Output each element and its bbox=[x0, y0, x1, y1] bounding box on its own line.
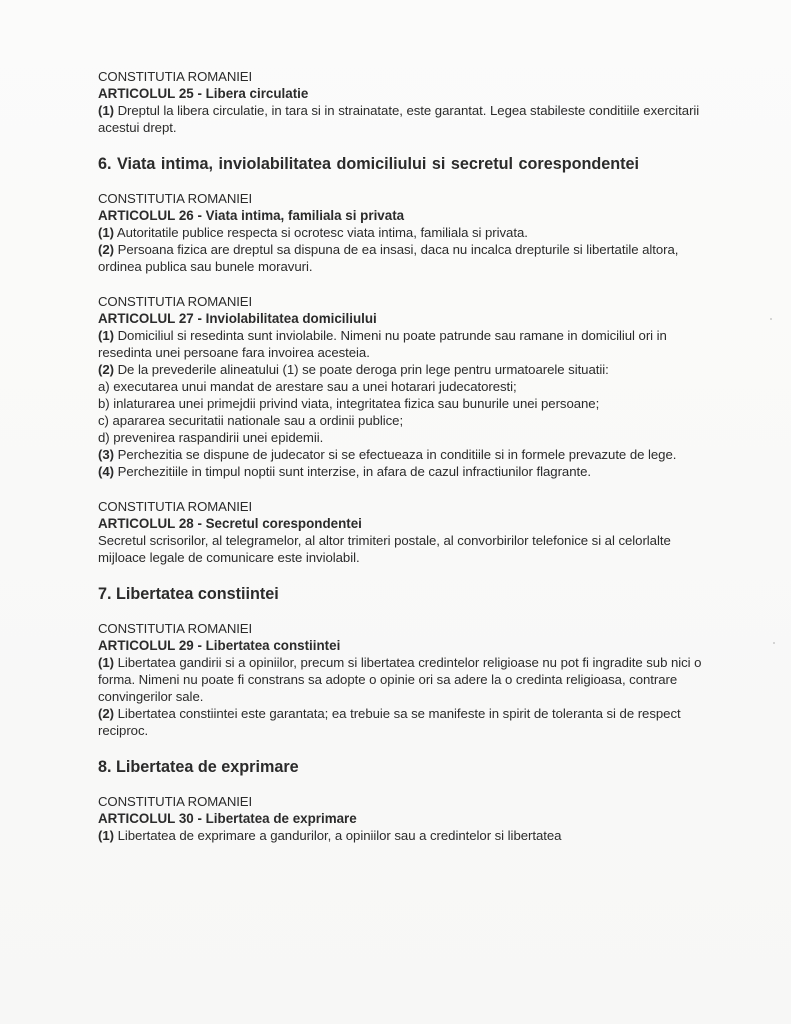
article-title: ARTICOLUL 26 - Viata intima, familiala si privata bbox=[98, 208, 405, 223]
article-paragraph bbox=[98, 532, 704, 566]
paragraph-number: (1) bbox=[98, 103, 114, 118]
article-title: ARTICOLUL 27 - Inviolabilitatea domiciliului bbox=[98, 311, 377, 326]
article-block bbox=[98, 793, 704, 844]
paragraph-text: Persoana fizica are dreptul sa dispuna de ea insasi, daca nu incalca drepturile si libertatile altora, ordinea publica sau bunele moravuri. bbox=[98, 242, 679, 274]
paragraph-number: (1) bbox=[98, 225, 114, 240]
article-block bbox=[98, 620, 704, 739]
article-title: ARTICOLUL 29 - Libertatea constiintei bbox=[98, 638, 341, 653]
article-paragraph bbox=[98, 705, 704, 739]
paragraph-number: (3) bbox=[98, 447, 114, 462]
article-source: CONSTITUTIA ROMANIEI bbox=[98, 794, 253, 809]
article-paragraph bbox=[98, 412, 704, 429]
paragraph-number: (2) bbox=[98, 706, 114, 721]
paragraph-text: Libertatea gandirii si a opiniilor, precum si libertatea credintelor religioase nu pot fi ingradite sub nici o forma. Nimeni nu poate fi constrans sa adopte o opinie ori sa adere la o credinta religioasa, contrare convingerilor sale. bbox=[98, 655, 702, 704]
article-block bbox=[98, 190, 704, 275]
paragraph-number: (4) bbox=[98, 464, 114, 479]
paragraph-number: (1) bbox=[98, 655, 114, 670]
article-block bbox=[98, 68, 704, 136]
section-heading: 7. Libertatea constiintei bbox=[98, 585, 279, 603]
article-source: CONSTITUTIA ROMANIEI bbox=[98, 294, 253, 309]
article-paragraph bbox=[98, 446, 704, 463]
article-paragraph bbox=[98, 429, 704, 446]
article-block bbox=[98, 293, 704, 480]
paragraph-text: b) inlaturarea unei primejdii privind viata, integritatea fizica sau bunurile unei persoane; bbox=[98, 396, 600, 411]
paragraph-text: Perchezitia se dispune de judecator si se efectueaza in conditiile si in formele prevazute de lege. bbox=[113, 447, 677, 462]
paragraph-number: (2) bbox=[98, 242, 114, 257]
paragraph-text: Domiciliul si resedinta sunt inviolabile. Nimeni nu poate patrunde sau ramane in domiciliul ori in resedinta unei persoane fara invoirea acesteia. bbox=[98, 328, 667, 360]
article-paragraph bbox=[98, 827, 704, 844]
article-paragraph bbox=[98, 395, 704, 412]
article-source: CONSTITUTIA ROMANIEI bbox=[98, 69, 253, 84]
article-source: CONSTITUTIA ROMANIEI bbox=[98, 191, 253, 206]
paragraph-text: Dreptul la libera circulatie, in tara si in strainatate, este garantat. Legea stabileste conditiile exercitarii acestui drept. bbox=[98, 103, 700, 135]
paragraph-text: c) apararea securitatii nationale sau a ordinii publice; bbox=[98, 413, 404, 428]
paragraph-number: (1) bbox=[98, 328, 114, 343]
article-title: ARTICOLUL 30 - Libertatea de exprimare bbox=[98, 811, 357, 826]
article-paragraph bbox=[98, 224, 704, 241]
article-paragraph bbox=[98, 463, 704, 480]
paragraph-text: d) prevenirea raspandirii unei epidemii. bbox=[98, 430, 324, 445]
paragraph-text: Libertatea constiintei este garantata; ea trebuie sa se manifeste in spirit de toleranta si de respect reciproc. bbox=[98, 706, 681, 738]
article-paragraph bbox=[98, 102, 704, 136]
document-content bbox=[98, 68, 704, 844]
scan-speck bbox=[773, 642, 775, 644]
article-paragraph bbox=[98, 378, 704, 395]
article-block bbox=[98, 498, 704, 566]
paragraph-text: De la prevederile alineatului (1) se poate deroga prin lege pentru urmatoarele situatii: bbox=[113, 362, 609, 377]
paragraph-text: Libertatea de exprimare a gandurilor, a opiniilor sau a credintelor si libertatea bbox=[113, 828, 562, 843]
paragraph-number: (2) bbox=[98, 362, 114, 377]
article-source: CONSTITUTIA ROMANIEI bbox=[98, 621, 253, 636]
section-heading: 6. Viata intima, inviolabilitatea domiciliului si secretul corespondentei bbox=[98, 155, 640, 173]
paragraph-text: Autoritatile publice respecta si ocrotesc viata intima, familiala si privata. bbox=[113, 225, 528, 240]
article-title: ARTICOLUL 25 - Libera circulatie bbox=[98, 86, 309, 101]
article-title: ARTICOLUL 28 - Secretul corespondentei bbox=[98, 516, 362, 531]
paragraph-text: a) executarea unui mandat de arestare sau a unei hotarari judecatoresti; bbox=[98, 379, 517, 394]
paragraph-text: Perchezitiile in timpul noptii sunt interzise, in afara de cazul infractiunilor flagrante. bbox=[113, 464, 592, 479]
scan-speck bbox=[770, 318, 772, 320]
paragraph-text: Secretul scrisorilor, al telegramelor, al altor trimiteri postale, al convorbirilor telefonice si al celorlalte mijloace legale de comunicare este inviolabil. bbox=[98, 533, 671, 565]
article-source: CONSTITUTIA ROMANIEI bbox=[98, 499, 253, 514]
article-paragraph bbox=[98, 361, 704, 378]
article-paragraph bbox=[98, 241, 704, 275]
section-heading: 8. Libertatea de exprimare bbox=[98, 758, 299, 776]
article-paragraph bbox=[98, 654, 704, 705]
article-paragraph bbox=[98, 327, 704, 361]
paragraph-number: (1) bbox=[98, 828, 114, 843]
